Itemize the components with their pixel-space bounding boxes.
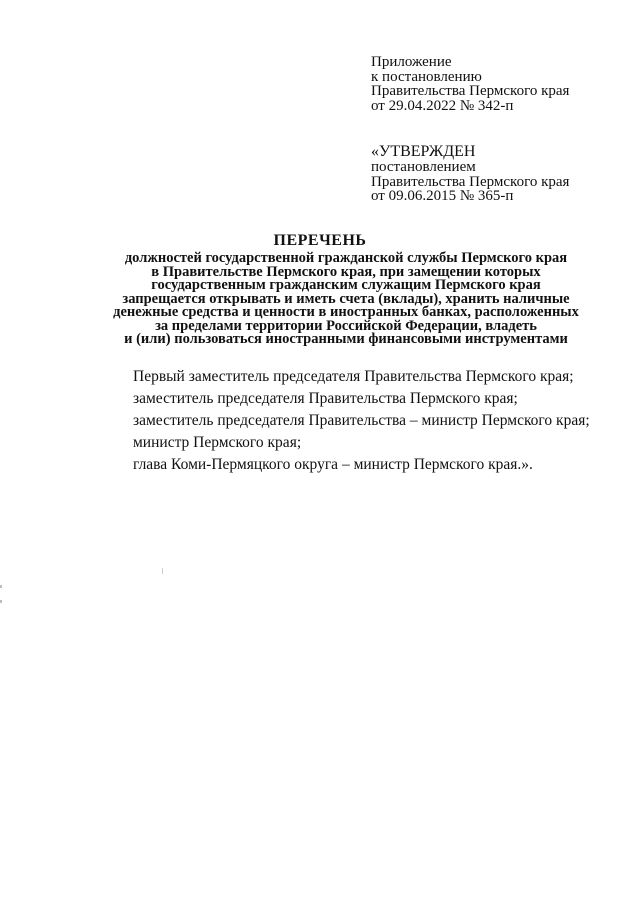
list-item: заместитель председателя Правительства Пермского края; (133, 390, 518, 407)
subtitle-line: и (или) пользоваться иностранными финансовыми инструментами (124, 331, 568, 347)
scan-speck (162, 568, 163, 574)
subtitle-line: государственным гражданским служащим Пермского края (151, 277, 541, 293)
positions-list (133, 366, 613, 476)
scan-edge-mark (0, 600, 2, 603)
subtitle-line: должностей государственной гражданской службы Пермского края (124, 250, 568, 266)
document-subtitle (90, 252, 602, 347)
approved-line: от 09.06.2015 № 365-п (371, 188, 514, 204)
approved-line: Правительства Пермского края (371, 173, 570, 190)
approval-stamp (371, 144, 631, 204)
attachment-line: к постановлению (371, 68, 482, 85)
list-item: Первый заместитель председателя Правительства Пермского края; (133, 368, 574, 385)
list-item: министр Пермского края; (133, 434, 302, 451)
scan-edge-mark (0, 585, 2, 588)
approved-heading: «УТВЕРЖДЕН (371, 143, 476, 160)
subtitle-line: за пределами территории Российской Федерации, владеть (155, 317, 537, 334)
list-item: заместитель председателя Правительства – министр Пермского края; (133, 412, 590, 429)
attachment-header (371, 55, 631, 113)
subtitle-line: в Правительстве Пермского края, при замещении которых (151, 263, 541, 280)
subtitle-line: денежные средства и ценности в иностранных банках, расположенных (113, 304, 579, 320)
attachment-line: от 29.04.2022 № 342-п (371, 97, 514, 114)
approved-line: постановлением (371, 159, 476, 175)
document-title: ПЕРЕЧЕНЬ (273, 232, 367, 249)
attachment-line: Правительства Пермского края (371, 83, 570, 99)
attachment-line: Приложение (371, 54, 452, 70)
subtitle-line: запрещается открывать и иметь счета (вклады), хранить наличные (122, 290, 570, 307)
list-item: глава Коми-Пермяцкого округа – министр Пермского края.». (133, 456, 533, 473)
